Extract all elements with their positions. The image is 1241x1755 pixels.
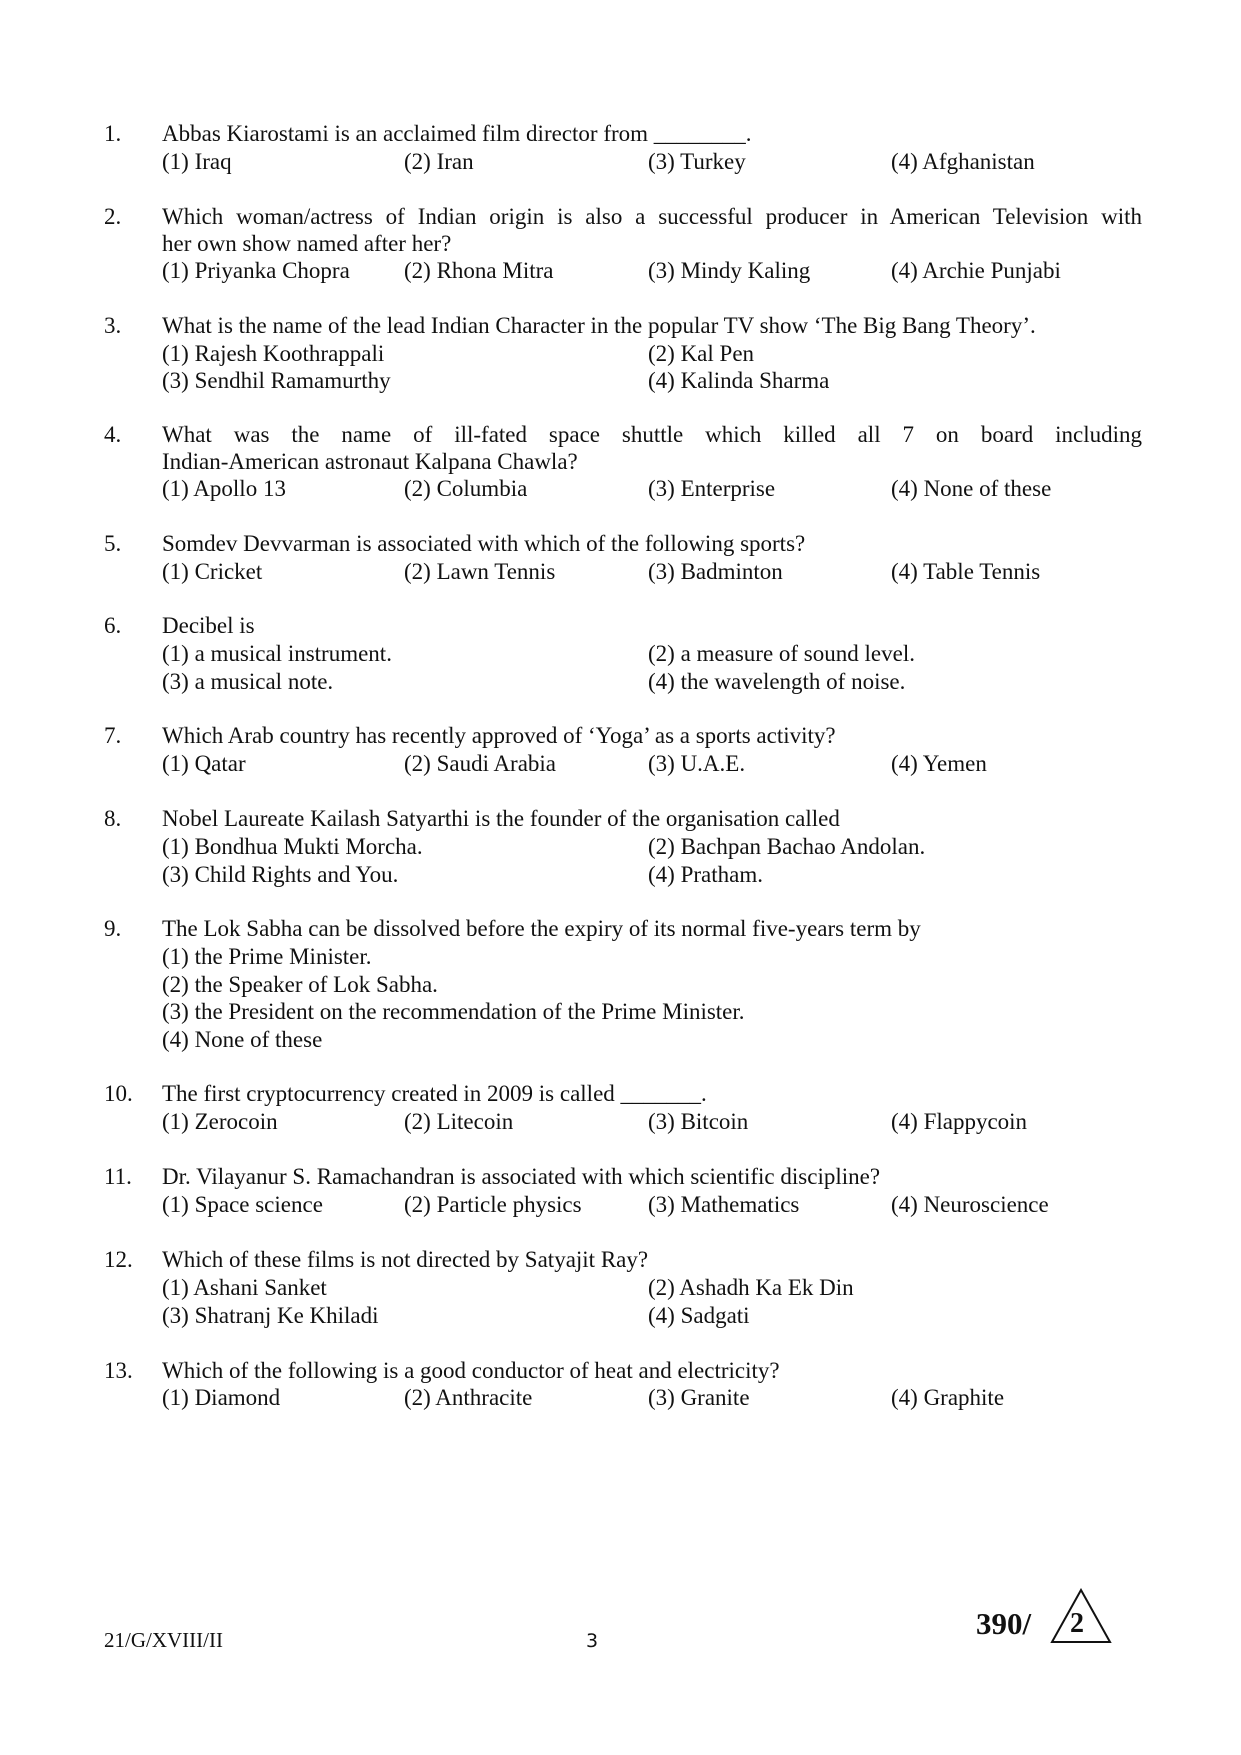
option-2: (2) Ashadh Ka Ek Din: [648, 1275, 854, 1300]
option-2: (2) Particle physics: [404, 1192, 582, 1217]
set-number: 2: [1070, 1608, 1084, 1639]
option-4: (4) Graphite: [891, 1385, 1005, 1410]
question-text-line-1: What was the name of ill-fated space shuttle which killed all 7 on board including: [162, 422, 1142, 447]
question-number: 6.: [104, 613, 122, 638]
option-4: (4) Sadgati: [648, 1303, 750, 1328]
option-1: (1) Ashani Sanket: [162, 1275, 327, 1300]
option-2: (2) Bachpan Bachao Andolan.: [648, 834, 926, 859]
option-3: (3) Mathematics: [648, 1192, 800, 1217]
question-text: Abbas Kiarostami is an acclaimed film director from ________.: [162, 121, 752, 146]
option-3: (3) Bitcoin: [648, 1109, 749, 1134]
option-2: (2) Kal Pen: [648, 341, 755, 366]
option-4: (4) Kalinda Sharma: [648, 368, 830, 393]
option-2: (2) a measure of sound level.: [648, 641, 915, 666]
option-4: (4) the wavelength of noise.: [648, 669, 906, 694]
option-4: (4) Archie Punjabi: [891, 258, 1061, 283]
option-3: (3) U.A.E.: [648, 751, 746, 776]
option-1: (1) the Prime Minister.: [162, 944, 372, 969]
option-3: (3) Shatranj Ke Khiladi: [162, 1303, 379, 1328]
question-text: Which of the following is a good conductor of heat and electricity?: [162, 1358, 780, 1383]
option-2: (2) the Speaker of Lok Sabha.: [162, 972, 438, 997]
question-number: 9.: [104, 916, 122, 941]
option-2: (2) Anthracite: [404, 1385, 533, 1410]
option-1: (1) Diamond: [162, 1385, 281, 1410]
option-2: (2) Lawn Tennis: [404, 559, 556, 584]
option-2: (2) Columbia: [404, 476, 528, 501]
option-1: (1) Priyanka Chopra: [162, 258, 350, 283]
option-3: (3) a musical note.: [162, 669, 334, 694]
question-text: The Lok Sabha can be dissolved before the expiry of its normal five-years term by: [162, 916, 921, 941]
question-text: Which Arab country has recently approved of ‘Yoga’ as a sports activity?: [162, 723, 836, 748]
question-text: Dr. Vilayanur S. Ramachandran is associated with which scientific discipline?: [162, 1164, 881, 1189]
option-1: (1) a musical instrument.: [162, 641, 392, 666]
option-1: (1) Cricket: [162, 559, 263, 584]
question-text: Nobel Laureate Kailash Satyarthi is the founder of the organisation called: [162, 806, 840, 831]
footer-code: 21/G/XVIII/II: [104, 1628, 223, 1652]
option-3: (3) Granite: [648, 1385, 750, 1410]
option-3: (3) Turkey: [648, 149, 746, 174]
question-number: 1.: [104, 121, 122, 146]
option-1: (1) Bondhua Mukti Morcha.: [162, 834, 423, 859]
question-number: 3.: [104, 313, 122, 338]
option-4: (4) Pratham.: [648, 862, 763, 887]
question-number: 8.: [104, 806, 122, 831]
option-2: (2) Litecoin: [404, 1109, 514, 1134]
question-number: 4.: [104, 422, 122, 447]
option-4: (4) None of these: [891, 476, 1052, 501]
paper-code: 390/: [976, 1606, 1032, 1641]
option-1: (1) Qatar: [162, 751, 246, 776]
option-1: (1) Rajesh Koothrappali: [162, 341, 385, 366]
option-4: (4) Flappycoin: [891, 1109, 1028, 1134]
question-number: 7.: [104, 723, 122, 748]
question-text: The first cryptocurrency created in 2009 is called _______.: [162, 1081, 707, 1106]
option-1: (1) Apollo 13: [162, 476, 286, 501]
option-1: (1) Zerocoin: [162, 1109, 278, 1134]
question-text: What is the name of the lead Indian Character in the popular TV show ‘The Big Bang Theory’.: [162, 313, 1036, 338]
question-number: 12.: [104, 1247, 133, 1272]
question-text-line-2: Indian-American astronaut Kalpana Chawla?: [162, 449, 578, 474]
option-2: (2) Rhona Mitra: [404, 258, 554, 283]
question-text: Decibel is: [162, 613, 255, 638]
option-4: (4) Yemen: [891, 751, 987, 776]
option-3: (3) Badminton: [648, 559, 783, 584]
option-2: (2) Saudi Arabia: [404, 751, 557, 776]
option-3: (3) the President on the recommendation of the Prime Minister.: [162, 999, 745, 1024]
page-number: 3: [586, 1630, 599, 1652]
question-number: 5.: [104, 531, 122, 556]
option-2: (2) Iran: [404, 149, 474, 174]
option-1: (1) Space science: [162, 1192, 323, 1217]
option-4: (4) Neuroscience: [891, 1192, 1049, 1217]
question-text: Somdev Devvarman is associated with which of the following sports?: [162, 531, 806, 556]
option-1: (1) Iraq: [162, 149, 232, 174]
option-3: (3) Mindy Kaling: [648, 258, 811, 283]
option-4: (4) Afghanistan: [891, 149, 1035, 174]
question-number: 13.: [104, 1358, 133, 1383]
question-number: 2.: [104, 204, 122, 229]
option-4: (4) Table Tennis: [891, 559, 1041, 584]
option-3: (3) Child Rights and You.: [162, 862, 399, 887]
question-text: Which of these films is not directed by Satyajit Ray?: [162, 1247, 649, 1272]
question-number: 11.: [104, 1164, 132, 1189]
option-3: (3) Sendhil Ramamurthy: [162, 368, 391, 393]
option-4: (4) None of these: [162, 1027, 323, 1052]
question-number: 10.: [104, 1081, 133, 1106]
question-text-line-1: Which woman/actress of Indian origin is also a successful producer in American Television with: [162, 204, 1142, 229]
question-text-line-2: her own show named after her?: [162, 231, 452, 256]
option-3: (3) Enterprise: [648, 476, 776, 501]
